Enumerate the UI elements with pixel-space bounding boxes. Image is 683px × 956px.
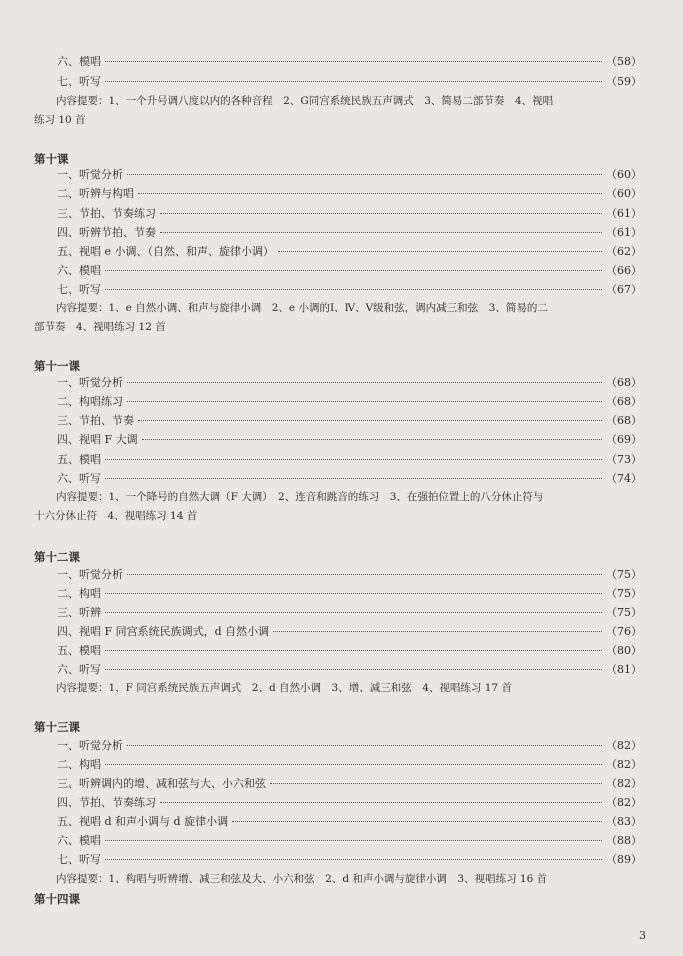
entry-page: （58） [606,55,642,68]
lesson-title[interactable]: 第十四课 [34,892,80,906]
entry-page: （68） [606,395,642,408]
dot-leader [105,269,602,271]
entry-page: （75） [606,606,642,619]
entry-label: 一、听觉分析 [57,168,123,181]
entry-page: （82） [606,796,642,809]
dot-leader [138,192,602,194]
summary-line: 十六分休止符 4、视唱练习 14 首 [34,510,198,522]
toc-entry[interactable] [57,243,642,260]
entry-label: 四、视唱 F 大调 [57,433,138,446]
entry-page: （80） [606,644,642,657]
toc-entry[interactable] [57,374,642,391]
dot-leader [105,288,602,290]
lesson-title[interactable]: 第十二课 [34,550,80,564]
entry-label: 四、节拍、节奏练习 [57,796,156,809]
toc-entry[interactable] [57,393,642,410]
entry-page: （62） [606,245,642,258]
entry-label: 一、听觉分析 [57,739,123,752]
toc-entry[interactable] [57,53,642,70]
dot-leader [105,611,602,613]
dot-leader [105,668,602,670]
page-number: 3 [639,929,646,942]
summary-line: 内容提要：1、e 自然小调、和声与旋律小调 2、e 小调的Ⅰ、Ⅳ、Ⅴ级和弦，调内减三和弦 3、简易的二 [56,302,548,314]
toc-entry[interactable] [57,205,642,222]
entry-label: 五、模唱 [57,453,101,466]
entry-label: 五、模唱 [57,644,101,657]
entry-page: （66） [606,264,642,277]
summary-line: 练习 10 首 [34,114,86,126]
entry-label: 二、构唱 [57,587,101,600]
dot-leader [278,250,602,252]
dot-leader [160,212,602,214]
entry-page: （59） [606,75,642,88]
entry-label: 五、视唱 e 小调、（自然、和声、旋律小调） [57,245,275,258]
entry-page: （61） [606,226,642,239]
summary-line: 内容提要：1、一个升号调八度以内的各种音程 2、G同宫系统民族五声调式 3、简易二部节奏 4、视唱 [56,95,554,107]
entry-label: 七、听写 [57,283,101,296]
entry-label: 三、节拍、节奏练习 [57,207,156,220]
lesson-summary [34,92,644,130]
toc-entry[interactable] [57,794,642,811]
toc-entry[interactable] [57,431,642,448]
toc-entry[interactable] [57,73,642,90]
entry-label: 二、构唱练习 [57,395,123,408]
summary-line: 内容提要：1、构唱与听辨增、减三和弦及大、小六和弦 2、d 和声小调与旋律小调 3、视唱练习 16 首 [56,873,548,885]
dot-leader [105,80,602,82]
entry-page: （67） [606,283,642,296]
toc-entry[interactable] [57,166,642,183]
entry-label: 五、视唱 d 和声小调与 d 旋律小调 [57,815,229,828]
entry-label: 六、听写 [57,663,101,676]
entry-page: （74） [606,472,642,485]
lesson-title[interactable]: 第十课 [34,152,69,166]
entry-page: （60） [606,187,642,200]
toc-entry[interactable] [57,470,642,487]
summary-line: 内容提要：1、F 同宫系统民族五声调式 2、d 自然小调 3、增、减三和弦 4、视唱练习 17 首 [56,682,512,694]
toc-entry[interactable] [57,224,642,241]
entry-label: 六、模唱 [57,55,101,68]
dot-leader [160,231,602,233]
entry-page: （69） [606,433,642,446]
entry-page: （75） [606,587,642,600]
lesson-summary [34,488,644,526]
entry-label: 四、视唱 F 同宫系统民族调式，d 自然小调 [57,625,270,638]
entry-label: 六、模唱 [57,264,101,277]
entry-page: （82） [606,739,642,752]
dot-leader [105,592,602,594]
toc-entry[interactable] [57,185,642,202]
toc-entry[interactable] [57,661,642,678]
dot-leader [105,649,602,651]
dot-leader [160,801,602,803]
dot-leader [105,858,602,860]
dot-leader [273,630,602,632]
toc-entry[interactable] [57,756,642,773]
summary-line: 内容提要：1、一个降号的自然大调（F 大调） 2、连音和跳音的练习 3、在强拍位置上的八分休止符与 [56,491,544,503]
entry-page: （75） [606,568,642,581]
entry-page: （60） [606,168,642,181]
entry-page: （61） [606,207,642,220]
toc-entry[interactable] [57,281,642,298]
dot-leader [232,820,602,822]
toc-entry[interactable] [57,813,642,830]
toc-entry[interactable] [57,451,642,468]
entry-label: 四、听辨节拍、节奏 [57,226,156,239]
toc-entry[interactable] [57,851,642,868]
toc-entry[interactable] [57,832,642,849]
dot-leader [105,477,602,479]
entry-page: （88） [606,834,642,847]
lesson-summary [34,299,644,337]
dot-leader [127,744,602,746]
entry-label: 三、听辨 [57,606,101,619]
toc-entry[interactable] [57,262,642,279]
entry-label: 二、构唱 [57,758,101,771]
toc-entry[interactable] [57,623,642,640]
toc-entry[interactable] [57,566,642,583]
entry-page: （82） [606,777,642,790]
toc-entry[interactable] [57,412,642,429]
lesson-title[interactable]: 第十三课 [34,720,80,734]
dot-leader [127,573,602,575]
entry-page: （76） [606,625,642,638]
entry-page: （83） [606,815,642,828]
entry-label: 六、模唱 [57,834,101,847]
summary-line: 部节奏 4、视唱练习 12 首 [34,321,166,333]
entry-label: 三、节拍、节奏 [57,414,134,427]
dot-leader [127,173,602,175]
dot-leader [105,60,602,62]
entry-label: 一、听觉分析 [57,568,123,581]
toc-entry[interactable] [57,604,642,621]
entry-page: （89） [606,853,642,866]
entry-page: （81） [606,663,642,676]
dot-leader [105,763,602,765]
dot-leader [270,782,602,784]
entry-page: （73） [606,453,642,466]
dot-leader [138,419,602,421]
dot-leader [127,400,602,402]
lesson-title[interactable]: 第十一课 [34,359,80,373]
entry-page: （68） [606,376,642,389]
entry-page: （68） [606,414,642,427]
dot-leader [127,381,602,383]
dot-leader [142,438,602,440]
lesson-summary [34,679,644,698]
entry-label: 一、听觉分析 [57,376,123,389]
entry-label: 七、听写 [57,75,101,88]
toc-entry[interactable] [57,737,642,754]
entry-label: 七、听写 [57,853,101,866]
entry-page: （82） [606,758,642,771]
toc-entry[interactable] [57,775,642,792]
toc-entry[interactable] [57,642,642,659]
entry-label: 六、听写 [57,472,101,485]
entry-label: 三、听辨调内的增、减和弦与大、小六和弦 [57,777,266,790]
dot-leader [105,458,602,460]
lesson-summary [34,870,644,889]
toc-entry[interactable] [57,585,642,602]
dot-leader [105,839,602,841]
entry-label: 二、听辨与构唱 [57,187,134,200]
